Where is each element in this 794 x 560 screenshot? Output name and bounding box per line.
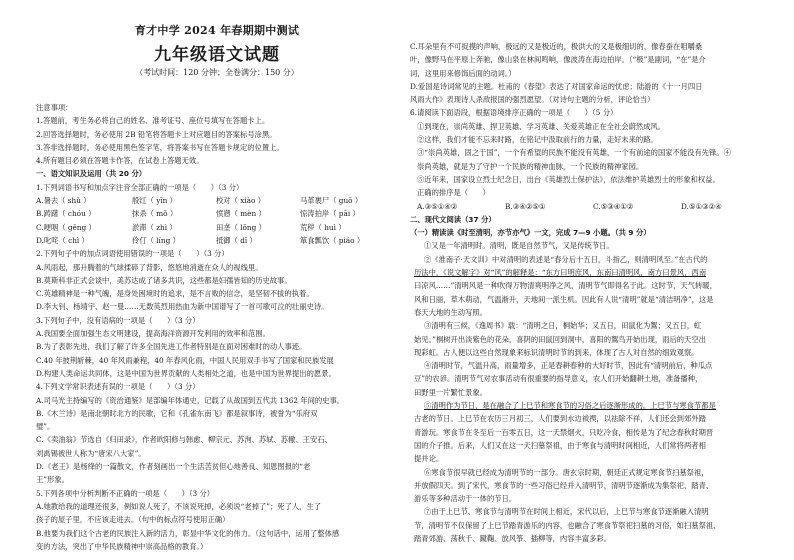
question-stem: 1.下列词语书写和加点字注音全部正确的一项是（ ）（3 分） (36, 182, 244, 192)
option-line: 风雨大作》表现诗人杀敌报国的强烈愿望。（对诗句主题的分析，评论恰当） (410, 95, 655, 105)
ordering-sentence: ①到现在，崇尚英雄、捍卫英雄、学习英雄、关爱英雄正在全社会蔚然成风。 (417, 121, 666, 131)
option-row-item: 田垄（ lǒng ） (216, 222, 266, 232)
question-stem: 2.下列句子中的加点词语使用错误的一项是（ ）（3 分） (36, 249, 229, 259)
answer-options-item: D.⑤①③②④ (681, 201, 722, 211)
question-stem: 4.下列文学常识表述有误的一项是（ ）（3 分） (36, 382, 200, 392)
option-row-item: 箪食瓢饮（ piáo ） (300, 235, 365, 245)
passage-line: ⑥寒食节很早就已经成为清明节的一部分。唐玄宗时期，朝廷正式规定寒食节扫墓祭祖， (424, 467, 709, 477)
option-row (36, 234, 400, 247)
school-title: 育才中学 2024 年春期期中测试 (134, 24, 300, 37)
option-line: D.《老王》是杨绛的一篇散文，作者刻画出一个生活苦贫但心地善良、知恩图报的“老 (36, 462, 311, 472)
question-stem: 5.下列各项中分析判断不正确的一项是（ ）（3 分） (36, 488, 215, 498)
option-line: D.爱国是诗词常见的主题。杜甫的《春望》表达了对国家命运的忧虑；陆游的《十一月四日 (410, 81, 703, 91)
passage-line: 国的介子推。后来，人们又在这一天扫墓祭祖，由于寒食与清明时间相近，人们常将两者相 (414, 440, 706, 450)
passage-line: ⑤清明作为节日，是在融合了上巳节和寒食节的习俗之后逐渐形成的。上巳节与寒食节都是 (424, 401, 716, 411)
option-row-item: C.哽咽（ gěng ） (36, 222, 96, 232)
notice-item: 2.回答选择题时，务必使用 2B 铅笔将答题卡上对应题目的答案标号涂黑。 (36, 129, 277, 139)
option-row-item: A.暑去（ shǔ ） (36, 196, 91, 206)
option-row-item: 马革裹尸（ guǒ ） (300, 196, 363, 206)
option-line: 王”形象。 (36, 475, 69, 485)
option-row-item: 荒秽（ huì ） (300, 222, 346, 232)
option-row-item: 殷红（ yīn ） (132, 196, 177, 206)
passage-line: 青游玩。寒食节在冬至后一百零五日，这一天禁烟火，只吃冷食，相传是为了纪念春秋时期晋 (414, 427, 714, 437)
option-row-item: 抵御（ dǐ ） (216, 235, 257, 245)
option-line: C.《卖油翁》节选自《归田录》，作者欧阳修与韩愈、柳宗元、苏洵、苏轼、苏辙、王安石、 (36, 435, 332, 445)
passage-line: 踏青郊游、荡秋千、蹴鞠、放风筝、插柳等，内容丰富多彩。 (414, 533, 612, 543)
answer-prompt: 正确的排序是（ ） (417, 188, 490, 198)
question-stem: 6.请阅读下面语段，根据语境排序正确的一项是（ ）（5 分） (410, 108, 618, 118)
passage-line: 始见。”桐树开出淡紫色的花朵，喜阴的田鼠回到洞中，喜阳的鴽鸟开始出现，雨后的天空出 (414, 334, 706, 344)
option-line: 刘禹锡被世人称为“唐宋八大家”。 (36, 448, 146, 458)
option-line: A.风雨起，那升腾着的气球揉碎了背影，悠悠地消逝在众人的视线里。 (36, 262, 263, 272)
passage-line: 节，清明节不仅保留了上巳节踏青游乐的内容，也融合了寒食节祭祀扫墓的习俗，如扫墓祭祖、 (414, 520, 721, 530)
passage-line: 历法中，《说文解字》对“风”的解释是：“东方曰明庶风，东南曰清明风，南方曰景风，西南 (414, 268, 707, 278)
passage-line: 古老的节日。上巳节在农历三月初三，人们要到水边祓禊，以祛除不祥，人们还会到郊外踏 (414, 414, 706, 424)
option-line: A.她教给我的道理还很多，例如说人死了，不该说死掉，必须说“老掉了”；死了人，生了 (36, 501, 322, 511)
reading-section-title: （一）精读读《时至清明，亦节亦气》一文，完成 7—9 小题。（共 9 分） (410, 228, 651, 238)
option-row-item: 校对（ xiào ） (216, 196, 266, 206)
ordering-sentence: ⑤近年来，国家设立烈士纪念日，出台《英雄烈士保护法》，依法维护英雄烈士的形象和权益。 (417, 174, 720, 184)
option-line: C.耳朵里有不可捉摸的声响，极远的又是极近的，极洪大的又是极细切的，像春蚕在咀嚼桑 (410, 42, 703, 51)
option-row (36, 194, 400, 207)
option-line: D.李大钊、杨靖宇、赵一曼……无数英烈用热血为新中国谱写了一首可歌可泣的壮丽史诗。 (36, 302, 329, 312)
ordering-sentence: ③“崇尚英雄，固之于国”，一个有希望的民族不能没有英雄，一个有前途的国家不能没有先锋。④ (417, 148, 731, 158)
option-line: A.我国要全面加强生态文明建设，提高海洋资源开发利用的效率和范围。 (36, 329, 270, 339)
option-line: A.司马光主持编写的《资治通鉴》是部编年体通史，记载了从战国到五代共 1362 年间的史事。 (36, 395, 345, 405)
passage-line: 风和日丽，草木萌动，气温渐升，天地间一派生机。因此有人说“清明”就是“清洁明净”，这是 (414, 294, 714, 304)
passage-line: 游乐等多种活动于一体的节日。 (414, 494, 517, 504)
notice-item: 1.答题前，考生务必将自己的姓名、准考证号、座位号填写在答题卡上。 (36, 116, 270, 126)
option-row-item: D.叱咤（ chì ） (36, 235, 89, 245)
passage-line: ②《淮南子·天文训》中对清明的表述是“春分后十五日，斗指乙，则清明风至。”在古代的 (424, 254, 708, 264)
passage-line: 曰凉风……”清明风是一种吹得万物清爽明净之风，清明节气即得名于此。这时节，天气转暖， (414, 281, 717, 291)
passage-line: 提并论。 (414, 454, 444, 464)
option-line: B.莫斯科非正式会谈中，美苏达成了诸多共识，这些都是妇孺皆知的历史故事。 (36, 275, 292, 285)
notice-item: 3.答非选择题时，务必使用黑色签字笔，将答案书写在答题卡规定的位置上。 (36, 142, 284, 152)
option-line: 孩子的屋子里，不应该走进去。（句中的标点符号使用正确） (36, 515, 230, 525)
answer-options (410, 200, 776, 213)
answer-options-item: C.⑤③④①② (593, 201, 634, 211)
option-line: B.《木兰诗》是南北朝时北方的民歌，它和《孔雀东南飞》都是叙事诗，被誉为“乐府双 (36, 408, 318, 418)
exam-info: （考试时间：120 分钟；全卷满分：150 分） (135, 68, 299, 77)
passage-line: ①又是一年清明时。清明，既是自然节气，又是传统节日。 (424, 241, 614, 251)
option-line: 词，这里用来修饰后面的动词。） (410, 68, 516, 78)
option-line: B.他要为我们这个古老的民族注入新的活力，彰显中华文化的伟力。（这句话中，运用了整体感 (36, 528, 340, 538)
passage-line: 豆”的农谚。清明节气对农事活动有很重要的指导意义，农人们开始翻耕土地，准备播种， (414, 374, 703, 384)
option-line: 叶，像野马在平原上奔驰，像山泉在林间鸣响，像波涛在海边拍岸。（“极”是副词，“在”是介 (410, 55, 706, 65)
answer-options-item: B.③④②⑤① (505, 201, 546, 211)
notice-item: 4.所有题目必须在答题卡作答，在试卷上答题无效。 (36, 156, 204, 166)
passage-line: ④清明时节，气温升高，雨量增多，正是春耕春种的大好时节，因此有“清明前后，种瓜点 (424, 361, 713, 371)
option-row-item: 伶仃（ líng ） (132, 235, 180, 245)
right-column (410, 40, 776, 557)
option-row-item: 抹杀（ mǒ ） (132, 209, 178, 219)
option-line: C.英雄精神是一种气魄，是身处困境时的追求，是不言败的信念，是坚韧不拔的执着。 (36, 289, 314, 299)
option-row-item: 惊涛拍岸（ pāi ） (300, 209, 360, 219)
passage-line: 并放假四天。到了宋代，寒食节的一些习俗已经并入清明节，清明节逐渐成为集祭祀、踏青、 (414, 480, 714, 490)
option-line: D.构建人类命运共同体，这是中国为世界贡献的人类相处之道，也是中国为世界提出的愿景。 (36, 368, 336, 378)
notice-heading: 注意事项： (36, 103, 73, 112)
left-column (36, 101, 400, 557)
ordering-sentence: 崇尚英雄，就是为了守护一个民族的精神血脉，一个民族的精神家园。 (417, 161, 644, 171)
option-row (36, 221, 400, 234)
section-heading: 二、现代文阅读（37 分） (410, 214, 496, 224)
paper-title: 九年级语文试题 (154, 45, 280, 65)
ordering-sentence: ②这样，我们才能不忘来时路，在铭记中汲取前行的力量，走好未来的路。 (417, 135, 658, 145)
answer-options-item: A.③⑤①④② (417, 201, 458, 211)
section-heading: 一、语文知识及运用（共 20 分） (36, 169, 147, 179)
option-row (36, 207, 400, 220)
option-row-item: 愤懑（ mèn ） (216, 209, 266, 219)
passage-line: ⑦由于上巳节、寒食节与清明节在时间上相近，宋代以后，上巳节与寒食节逐渐融入清明 (424, 507, 709, 517)
option-line: 璧”。 (36, 422, 55, 432)
passage-line: 田野里一片繁忙景象。 (414, 387, 487, 397)
passage-line: 春天大地的生动写照。 (414, 307, 487, 317)
option-line: B.为了表彰先进，我们了解了许多全国先进工作者特别是在面对困难时的动人事迹。 (36, 342, 307, 352)
passage-line: 现彩虹。古人便以这些自然现象来标识清明时节的到来，体现了古人对自然的细致观察。 (414, 347, 699, 357)
option-row-item: B.踌躇（ chóu ） (36, 209, 96, 219)
option-line: 变的方法，突出了中华民族精神中崇高品格的教育。） (36, 541, 208, 551)
option-line: C.40 年披荆斩棘，40 年风雨兼程，40 年春风化雨，中国人民用双手书写了国家和民族发展 (36, 355, 334, 365)
passage-line: ③清明有三候，《逸周书》载：“清明之日，桐始华；又五日，田鼠化为鴽；又五日，虹 (424, 321, 702, 331)
question-stem: 3.下列句子中，没有语病的一项是（ ）（3 分） (36, 315, 200, 325)
option-row-item: 淤滞（ zhì ） (132, 222, 177, 232)
